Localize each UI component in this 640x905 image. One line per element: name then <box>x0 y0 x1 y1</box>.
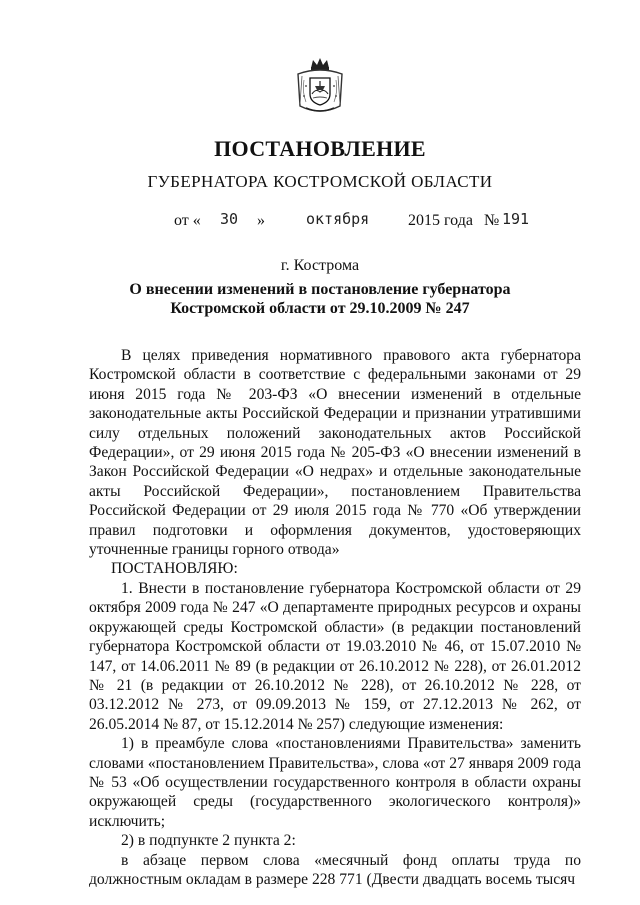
clause-1-paragraph: 1. Внести в постановление губернатора Костромской области от 29 октября 2009 года № 247 «О департаменте природных ресурсов и охраны окружающей среды Костромской области» (в редакции постановлений губернатора Костромской области от 19.03.2010 № 46, от 15.07.2010 № 147, от 14.06.2011 № 89 (в редакции от 26.10.2012 № 228), от 26.01.2012 № 21 (в редакции от 26.10.2012 № 228), от 26.10.2012 № 228, от 03.12.2012 № 273, от 09.09.2013 № 159, от 27.12.2013 № 262, от 26.05.2014 № 87, от 15.12.2014 № 257) следующие изменения: <box>89 579 581 733</box>
abzac-paragraph: в абзаце первом слова «месячный фонд оплаты труда по должностным окладам в размере 228 771 (Двести двадцать восемь тысяч <box>89 851 581 888</box>
date-line <box>0 212 640 236</box>
subclause-1-paragraph: 1) в преамбуле слова «постановлениями Правительства» заменить словами «постановлением Правительства», слова «от 27 января 2009 года № 53 «Об осуществлении государственного контроля в области охраны окружающей среды (государственного экологического контроля)» исключить; <box>89 735 581 830</box>
heading-line-1: О внесении изменений в постановление губернатора <box>129 281 511 298</box>
date-day: 30 <box>220 210 239 228</box>
decree-word: ПОСТАНОВЛЯЮ: <box>111 560 238 578</box>
date-month: октября <box>306 210 370 228</box>
date-prefix: от « <box>174 212 201 229</box>
issuer: ГУБЕРНАТОРА КОСТРОМСКОЙ ОБЛАСТИ <box>147 172 493 191</box>
document-body <box>89 346 581 889</box>
subclause-2-paragraph: 2) в подпункте 2 пункта 2: <box>121 832 296 850</box>
document-number: 191 <box>502 210 530 228</box>
kostroma-coat-of-arms-icon <box>294 56 346 118</box>
number-sign: № <box>484 212 500 229</box>
city: г. Кострома <box>280 257 360 274</box>
document-title: ПОСТАНОВЛЕНИЕ <box>214 136 426 161</box>
heading-line-2: Костромской области от 29.10.2009 № 247 <box>170 300 470 317</box>
document-heading <box>120 280 520 318</box>
preamble-paragraph: В целях приведения нормативного правового акта губернатора Костромской области в соответствие с федеральными законами от 29 июня 2015 года № 203-ФЗ «О внесении изменений в отдельные законодательные акты Российской Федерации и признании утратившими силу отдельных положений законодательных актов Российской Федерации», от 29 июня 2015 года № 205-ФЗ «О внесении изменений в Закон Российской Федерации «О недрах» и отдельные законодательные акты Российской Федерации», постановлением Правительства Российской Федерации от 29 июля 2015 года № 770 «Об утверждении правил подготовки и оформления документов, удостоверяющих уточненные границы горного отвода» <box>89 347 581 559</box>
date-quote-close: » <box>257 212 265 229</box>
date-year: 2015 года <box>408 212 473 229</box>
